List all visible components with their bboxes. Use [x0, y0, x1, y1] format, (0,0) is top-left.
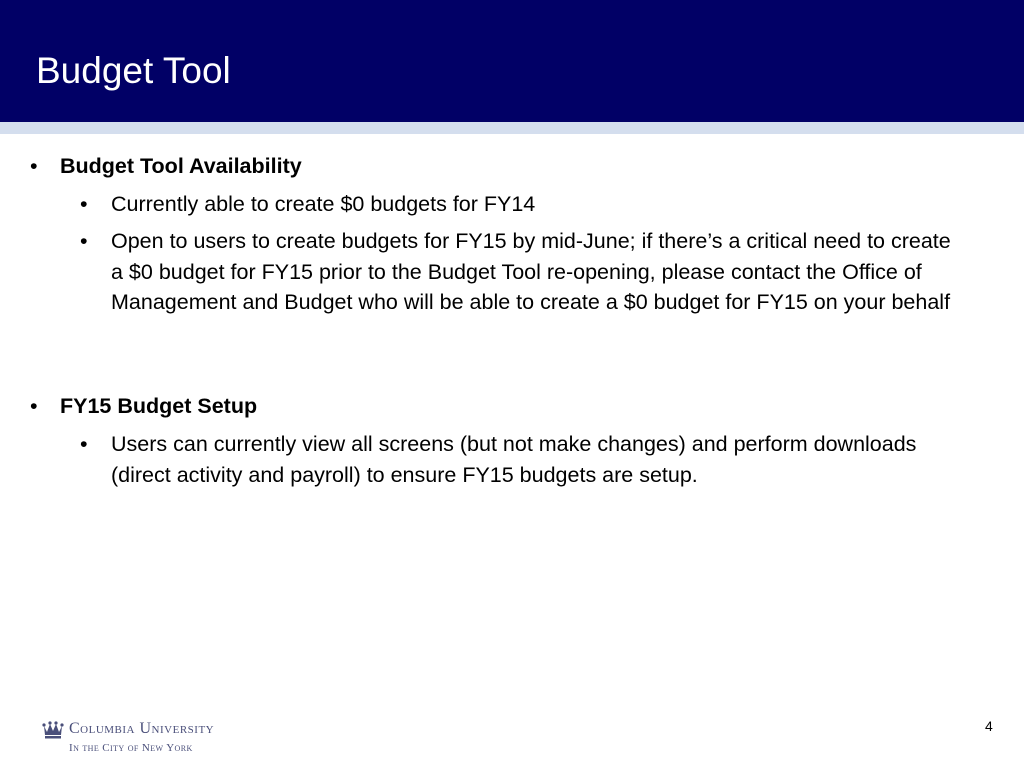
- bullet-marker: •: [80, 192, 88, 216]
- bullet-text: Budget Tool Availability: [60, 154, 302, 178]
- bullet-marker: •: [30, 394, 38, 418]
- bullet-text: Users can currently view all screens (but not make changes) and perform downloads (direct activity and payroll) to ensure FY15 budgets are setup.: [111, 432, 917, 487]
- bullet-item: [30, 151, 930, 182]
- header-stripe: [0, 122, 1024, 134]
- bullet-item: [80, 429, 960, 490]
- bullet-item: [80, 226, 960, 318]
- slide-title: Budget Tool: [36, 50, 231, 91]
- bullet-text: FY15 Budget Setup: [60, 394, 258, 418]
- bullet-text: Currently able to create $0 budgets for FY14: [111, 192, 536, 216]
- bullet-marker: •: [30, 154, 38, 178]
- page-number: 4: [985, 718, 993, 734]
- columbia-logo: [42, 718, 282, 758]
- bullet-item: [80, 189, 960, 220]
- crown-icon: [42, 718, 64, 740]
- bullet-marker: •: [80, 432, 88, 456]
- logo-subtitle: In the City of New York: [69, 742, 193, 754]
- bullet-marker: •: [80, 229, 88, 253]
- bullet-text: Open to users to create budgets for FY15 by mid-June; if there’s a critical need to create a $0 budget for FY15 prior to the Budget Tool re-opening, please contact the Office of Management and Budget who will be able to create a $0 budget for FY15 on your behalf: [111, 229, 951, 314]
- bullet-item: [30, 391, 930, 422]
- logo-name: Columbia University: [69, 720, 215, 737]
